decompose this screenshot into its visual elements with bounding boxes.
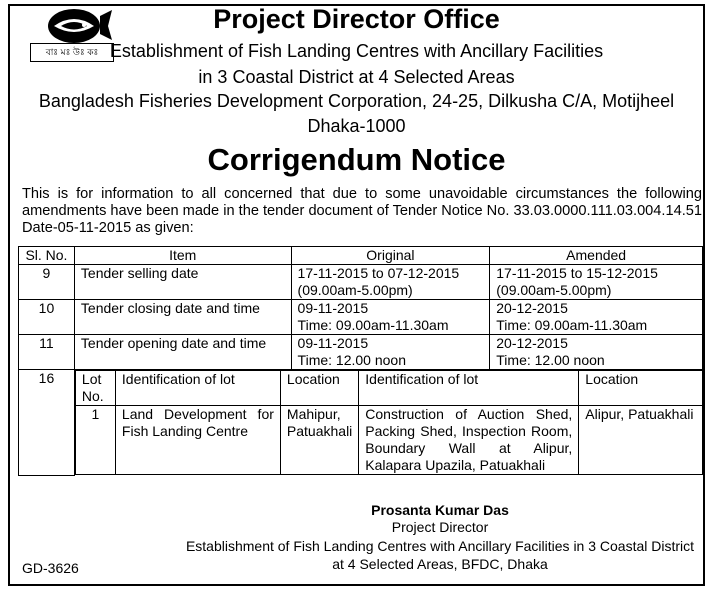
row-item: Tender opening date and time bbox=[74, 335, 291, 370]
table-header-row bbox=[19, 247, 703, 265]
table-row bbox=[19, 300, 703, 335]
intro-line-1: This is for information to all concerned that due to some unavoidable circumstances the following bbox=[22, 186, 702, 202]
lot-no-header: Lot No. bbox=[75, 371, 115, 406]
signatory-title: Project Director bbox=[391, 519, 489, 535]
amended-time: Time: 12.00 noon bbox=[496, 352, 605, 368]
office-title: Project Director Office bbox=[213, 4, 500, 34]
intro-line-2: amendments have been made in the tender document of Tender Notice No. 33.03.0000.111.03.004.14.51 bbox=[22, 203, 702, 219]
original-time: Time: 12.00 noon bbox=[297, 352, 406, 368]
row-original bbox=[291, 300, 490, 335]
col-header-original: Original bbox=[291, 247, 490, 265]
row-amended bbox=[490, 335, 703, 370]
logo-text: বাঃ মঃ উঃ কঃ bbox=[30, 43, 114, 62]
notice-heading: Corrigendum Notice bbox=[207, 142, 506, 177]
lot-location-amended-header: Location bbox=[579, 371, 702, 406]
row-item: Tender selling date bbox=[74, 265, 291, 300]
amended-time: (09.00am-5.00pm) bbox=[496, 282, 612, 298]
signatory-name: Prosanta Kumar Das bbox=[371, 502, 509, 518]
table-row bbox=[19, 335, 703, 370]
lot-ident-header: Identification of lot bbox=[115, 371, 280, 406]
signatory-org-line2: at 4 Selected Areas, BFDC, Dhaka bbox=[332, 556, 548, 572]
original-date: 09-11-2015 bbox=[297, 300, 369, 316]
city: Dhaka-1000 bbox=[307, 116, 406, 136]
col-header-sl: Sl. No. bbox=[19, 247, 75, 265]
amended-date: 17-11-2015 to 15-12-2015 bbox=[496, 265, 658, 281]
lot-identification: Land Development for Fish Landing Centre bbox=[115, 406, 280, 475]
lot-location: Mahipur, Patuakhali bbox=[280, 406, 358, 475]
row-sl: 10 bbox=[19, 300, 75, 335]
amended-date: 20-12-2015 bbox=[496, 300, 568, 316]
intro-line-3: Date-05-11-2015 as given: bbox=[22, 220, 194, 236]
original-time: Time: 09.00am-11.30am bbox=[297, 317, 449, 333]
lot-data-row bbox=[75, 406, 702, 475]
lot-no: 1 bbox=[75, 406, 115, 475]
row-amended bbox=[490, 300, 703, 335]
original-time: (09.00am-5.00pm) bbox=[297, 282, 413, 298]
lot-location-header: Location bbox=[280, 371, 358, 406]
lot-table bbox=[75, 370, 703, 475]
original-date: 17-11-2015 to 07-12-2015 bbox=[297, 265, 460, 281]
lot-row bbox=[19, 370, 703, 476]
amended-date: 20-12-2015 bbox=[496, 335, 568, 351]
lot-header-row bbox=[75, 371, 702, 406]
reference-number: GD-3626 bbox=[22, 560, 79, 576]
organization-address: Bangladesh Fisheries Development Corporation, 24-25, Dilkusha C/A, Motijheel bbox=[38, 91, 675, 111]
original-date: 09-11-2015 bbox=[297, 335, 369, 351]
row-sl: 16 bbox=[19, 370, 75, 476]
amended-time: Time: 09.00am-11.30am bbox=[496, 317, 648, 333]
intro-paragraph bbox=[22, 186, 702, 237]
signatory-org-line1: Establishment of Fish Landing Centres with Ancillary Facilities in 3 Coastal District bbox=[185, 538, 695, 554]
row-item: Tender closing date and time bbox=[74, 300, 291, 335]
row-sl: 9 bbox=[19, 265, 75, 300]
project-name-line1: Establishment of Fish Landing Centres with Ancillary Facilities bbox=[109, 41, 604, 61]
row-original bbox=[291, 265, 490, 300]
row-amended bbox=[490, 265, 703, 300]
row-sl: 11 bbox=[19, 335, 75, 370]
amendment-table bbox=[18, 246, 703, 476]
lot-detail-cell bbox=[74, 370, 702, 476]
project-name-line2: in 3 Coastal District at 4 Selected Areas bbox=[198, 67, 515, 87]
lot-identification-amended: Construction of Auction Shed, Packing Shed, Inspection Room, Boundary Wall at Alipur, Kalapara Upazila, Patuakhali bbox=[359, 406, 579, 475]
lot-ident-amended-header: Identification of lot bbox=[359, 371, 579, 406]
col-header-amended: Amended bbox=[490, 247, 703, 265]
row-original bbox=[291, 335, 490, 370]
lot-location-amended: Alipur, Patuakhali bbox=[579, 406, 702, 475]
table-row bbox=[19, 265, 703, 300]
col-header-item: Item bbox=[74, 247, 291, 265]
